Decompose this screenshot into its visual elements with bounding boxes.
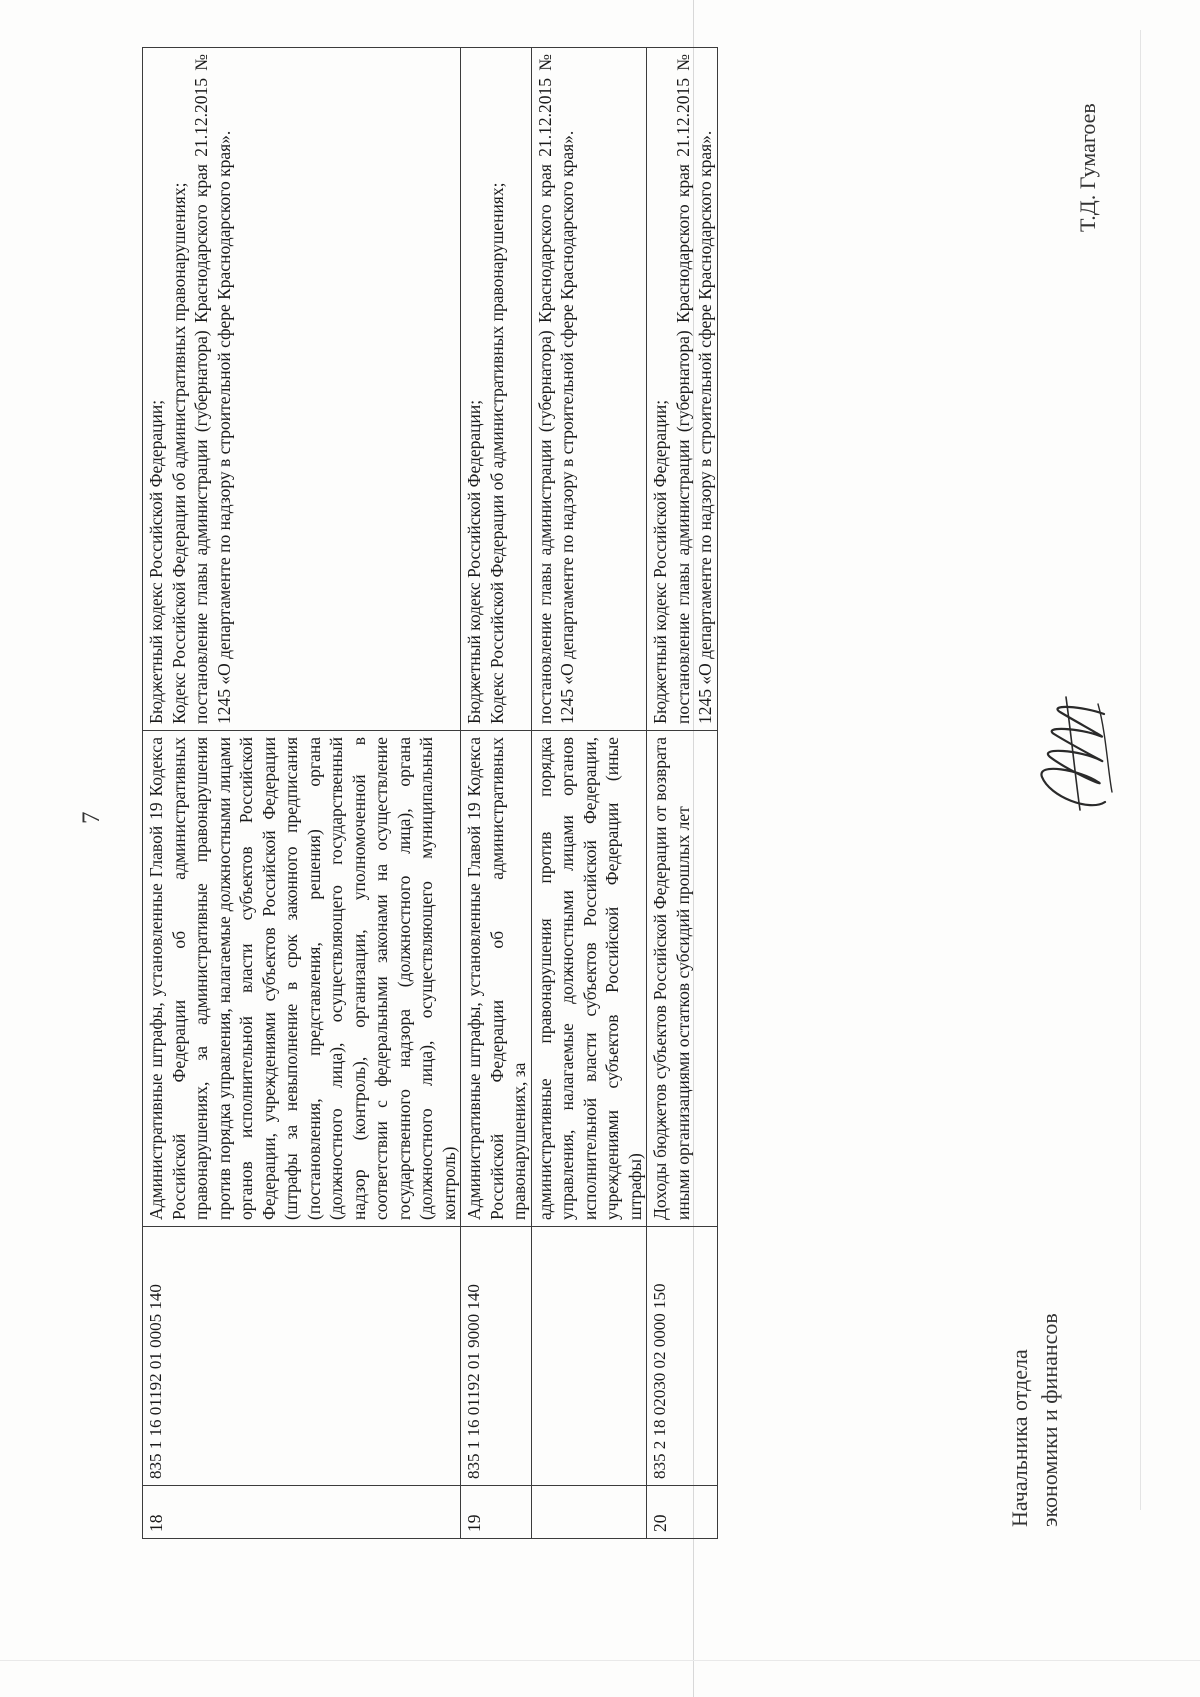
signature-block bbox=[1005, 1313, 1065, 1527]
legal-basis-item: Кодекс Российской Федерации об административных правонарушениях; bbox=[168, 182, 189, 724]
row-number-cell: 19 bbox=[461, 1486, 532, 1539]
revenue-name-cell: Доходы бюджетов субъектов Российской Федерации от возврата иными организациями остатков субсидий прошлых лет bbox=[647, 731, 718, 1227]
table-row bbox=[531, 48, 647, 1539]
revenue-code-cell: 835 2 18 02030 02 0000 150 bbox=[647, 1227, 718, 1486]
revenue-name-cell: административные правонарушения против порядка управления, налагаемые должностными лицами органов исполнительной власти субъектов Российской Федерации, учреждениями субъектов Российской Федерации (иные штрафы) bbox=[531, 731, 647, 1227]
table-row bbox=[461, 48, 532, 1539]
revenue-code-cell bbox=[531, 1227, 647, 1486]
legal-basis-item: Бюджетный кодекс Российской Федерации; bbox=[464, 399, 484, 724]
legal-basis-item: постановление главы администрации (губернатора) Краснодарского края 21.12.2015 № 1245 «О департаменте по надзору в строительной сфере Краснодарского края». bbox=[191, 54, 234, 724]
legal-basis-item: Бюджетный кодекс Российской Федерации; bbox=[650, 399, 670, 724]
row-number-cell: 20 bbox=[647, 1486, 718, 1539]
revenue-code-cell: 835 1 16 01192 01 9000 140 bbox=[461, 1227, 532, 1486]
legal-basis-item: Бюджетный кодекс Российской Федерации; bbox=[146, 399, 166, 724]
table-row bbox=[143, 48, 461, 1539]
table-row bbox=[647, 48, 718, 1539]
legal-basis-item: Кодекс Российской Федерации об административных правонарушениях; bbox=[486, 182, 507, 724]
revenue-codes-table bbox=[142, 47, 718, 1539]
legal-basis-cell bbox=[531, 48, 647, 731]
table-body bbox=[143, 48, 718, 1539]
handwritten-signature bbox=[1020, 682, 1130, 832]
legal-basis-cell bbox=[461, 48, 532, 731]
signer-position-line2: экономики и финансов bbox=[1037, 1313, 1062, 1527]
revenue-code-cell: 835 1 16 01192 01 0005 140 bbox=[143, 1227, 461, 1486]
revenue-name-cell: Административные штрафы, установленные Главой 19 Кодекса Российской Федерации об административных правонарушениях, за административные правонарушения против порядка управления, налагаемые должностными лицами органов исполнительной власти субъектов Российской Федерации, учреждениями субъектов Российской Федерации (штрафы за невыполнение в срок законного предписания (постановления, представления, решения) органа (должностного лица), осуществляющего государственный надзор (контроль), организации, уполномоченной в соответствии с федеральными законами на осуществление государственного надзора (должностного лица), органа (должностного лица), осуществляющего муниципальный контроль) bbox=[143, 731, 461, 1227]
legal-basis-item: постановление главы администрации (губернатора) Краснодарского края 21.12.2015 № 1245 «О департаменте по надзору в строительной сфере Краснодарского края». bbox=[672, 54, 715, 724]
legal-basis-cell bbox=[143, 48, 461, 731]
signer-position-line1: Начальника отдела bbox=[1007, 1349, 1032, 1527]
page-number: 7 bbox=[78, 811, 105, 824]
legal-basis-cell bbox=[647, 48, 718, 731]
legal-basis-item: постановление главы администрации (губернатора) Краснодарского края 21.12.2015 № 1245 «О департаменте по надзору в строительной сфере Краснодарского края». bbox=[534, 54, 577, 724]
revenue-name-cell: Административные штрафы, установленные Главой 19 Кодекса Российской Федерации об административных правонарушениях, за bbox=[461, 731, 532, 1227]
row-number-cell bbox=[531, 1486, 647, 1539]
signer-name: Т.Д. Гумагоев bbox=[1075, 103, 1100, 232]
row-number-cell: 18 bbox=[143, 1486, 461, 1539]
